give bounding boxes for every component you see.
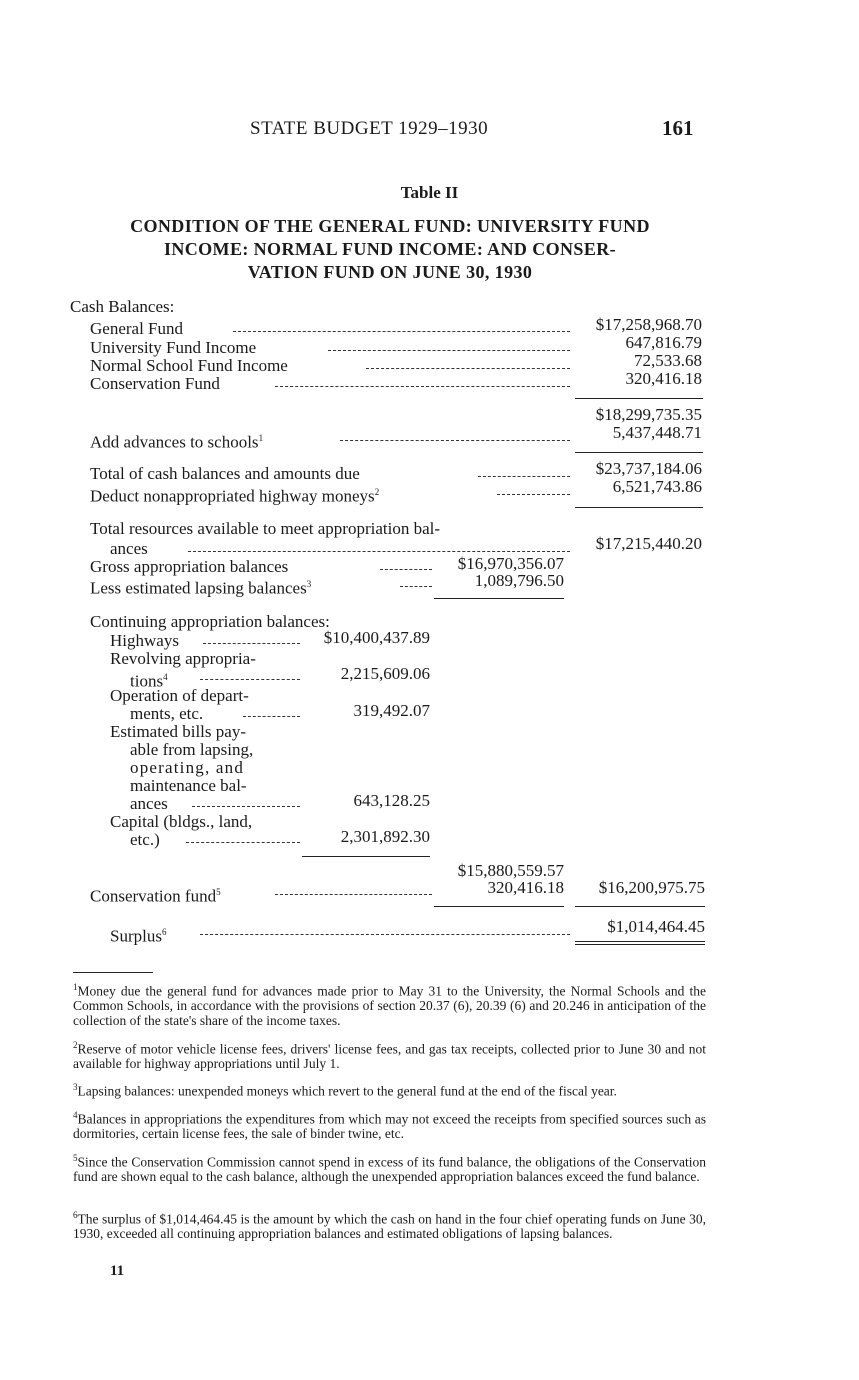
row-label-general-fund: General Fund <box>90 319 184 338</box>
sum-rule <box>575 452 703 453</box>
footnote-1: $^1$Money due the general fund for advances made prior to May 31 to the University, the Normal Schools and the Common Schools, in accordance with the provisions of section 20.37 (6), 20.39 (6) and 20.246 in anticipation of the collection of the state's share of the income taxes. <box>73 982 706 1028</box>
sum-rule <box>575 507 703 508</box>
signature-mark: 11 <box>110 1263 125 1279</box>
row-label-conservation-fund: Conservation Fund <box>90 374 220 393</box>
capital-amount: 2,301,892.30 <box>340 827 430 846</box>
footnote-divider <box>73 972 153 973</box>
sum-rule <box>575 398 703 399</box>
double-rule-top <box>575 941 705 942</box>
conservation-amount-right: $16,200,975.75 <box>598 878 705 897</box>
advances-amount: 5,437,448.71 <box>612 423 702 442</box>
capital-label-2: etc.) <box>130 830 160 849</box>
estimated-label-3: operating, and <box>130 758 245 777</box>
gross-amount: $16,970,356.07 <box>457 554 564 573</box>
deduct-label: Deduct nonappropriated highway moneys$^2$ <box>90 486 380 506</box>
revolving-amount: 2,215,609.06 <box>340 664 430 683</box>
operation-amount: 319,492.07 <box>353 701 430 720</box>
amount-university-fund: 647,816.79 <box>625 333 702 352</box>
total-resources-amount: $17,215,440.20 <box>595 534 702 553</box>
footnote-6: $^6$The surplus of $1,014,464.45 is the amount by which the cash on hand in the four chief operating funds on June 30, 1930, exceeded all continuing appropriation balances and estimated obligations of lapsing balances. <box>73 1210 706 1241</box>
leader-dots <box>328 350 570 351</box>
total-resources-label-1: Total resources available to meet appropriation bal- <box>90 519 441 538</box>
leader-dots <box>478 476 570 477</box>
leader-dots <box>188 551 570 552</box>
footnote-2: $^2$Reserve of motor vehicle license fees, drivers' license fees, and gas tax receipts, collected prior to June 30 and not available for highway appropriations until July 1. <box>73 1040 706 1071</box>
surplus-label: Surplus$^6$ <box>110 926 167 946</box>
estimated-label-5: ances <box>130 794 168 813</box>
highways-label: Highways <box>110 631 179 650</box>
leader-dots <box>340 440 570 441</box>
amount-general-fund: $17,258,968.70 <box>595 315 702 334</box>
leader-dots <box>366 368 570 369</box>
leader-dots <box>186 842 300 843</box>
double-rule-bottom <box>575 944 705 945</box>
continuing-subtotal: $15,880,559.57 <box>457 861 564 880</box>
highways-amount: $10,400,437.89 <box>323 628 430 647</box>
running-title: STATE BUDGET 1929–1930 <box>250 118 489 139</box>
amount-normal-school-fund: 72,533.68 <box>634 351 702 370</box>
advances-label: Add advances to schools$^1$ <box>90 432 264 452</box>
footnote-3: $^3$Lapsing balances: unexpended moneys which revert to the general fund at the end of the fiscal year. <box>73 1082 617 1099</box>
sum-rule <box>434 598 564 599</box>
cash-balances-label: Cash Balances: <box>70 297 175 316</box>
heading-line-3: VATION FUND ON JUNE 30, 1930 <box>247 262 533 282</box>
conservation-label: Conservation fund$^5$ <box>90 886 221 906</box>
leader-dots <box>200 679 300 680</box>
total-cash-amount: $23,737,184.06 <box>595 459 702 478</box>
total-cash-label: Total of cash balances and amounts due <box>90 464 360 483</box>
heading-line-2: INCOME: NORMAL FUND INCOME: AND CONSER- <box>163 239 617 259</box>
total-resources-label-2: ances <box>110 539 148 558</box>
page-number: 161 <box>662 116 694 140</box>
surplus-amount: $1,014,464.45 <box>607 917 705 936</box>
capital-label-1: Capital (bldgs., land, <box>110 812 253 831</box>
conservation-amount-mid: 320,416.18 <box>487 878 564 897</box>
leader-dots <box>200 934 570 935</box>
table-label: Table II <box>400 183 459 202</box>
sum-rule <box>575 906 705 907</box>
estimated-label-1: Estimated bills pay- <box>110 722 246 741</box>
leader-dots <box>192 806 300 807</box>
row-label-normal-school-fund: Normal School Fund Income <box>90 356 288 375</box>
lapsing-amount: 1,089,796.50 <box>474 571 564 590</box>
amount-conservation-fund: 320,416.18 <box>625 369 702 388</box>
sum-rule <box>302 856 430 857</box>
revolving-label-1: Revolving appropria- <box>110 649 256 668</box>
cash-subtotal: $18,299,735.35 <box>595 405 702 424</box>
gross-label: Gross appropriation balances <box>90 557 289 576</box>
table-heading <box>70 215 710 284</box>
leader-dots <box>275 894 432 895</box>
revolving-label-2: tions$^4$ <box>130 671 168 691</box>
estimated-label-2: able from lapsing, <box>130 740 254 759</box>
leader-dots <box>275 386 570 387</box>
sum-rule <box>434 906 564 907</box>
operation-label-2: ments, etc. <box>130 704 204 723</box>
heading-line-1: CONDITION OF THE GENERAL FUND: UNIVERSITY FUND <box>130 216 650 236</box>
lapsing-label: Less estimated lapsing balances$^3$ <box>90 578 312 598</box>
estimated-amount: 643,128.25 <box>353 791 430 810</box>
leader-dots <box>203 643 300 644</box>
deduct-amount: 6,521,743.86 <box>612 477 702 496</box>
row-label-university-fund: University Fund Income <box>90 338 257 357</box>
operation-label-1: Operation of depart- <box>110 686 249 705</box>
continuing-label: Continuing appropriation balances: <box>90 612 330 631</box>
estimated-label-4: maintenance bal- <box>130 776 247 795</box>
footnote-4: $^4$Balances in appropriations the expenditures from which may not exceed the receipts from specified sources such as dormitories, certain license fees, the sale of binder twine, etc. <box>73 1110 706 1141</box>
footnote-5: $^5$Since the Conservation Commission cannot spend in excess of its fund balance, the obligations of the Conservation fund are shown equal to the cash balance, although the unexpended appropriation balances exceed the fund balance. <box>73 1153 706 1184</box>
leader-dots <box>233 331 570 332</box>
